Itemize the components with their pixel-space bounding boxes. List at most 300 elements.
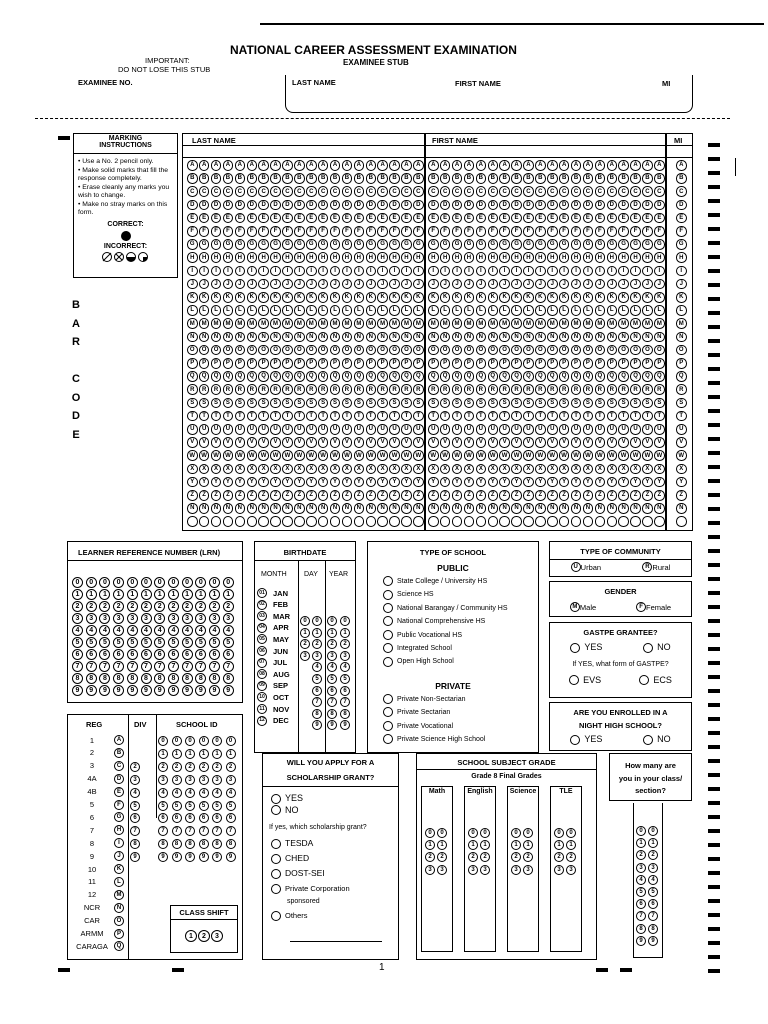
name-letter-bubble[interactable]: T [607, 411, 618, 422]
name-letter-bubble[interactable]: T [401, 411, 412, 422]
school-id-digit-bubble[interactable]: 9 [199, 852, 209, 862]
school-id-digit-bubble[interactable]: 9 [172, 852, 182, 862]
name-letter-bubble[interactable]: J [199, 279, 210, 290]
name-letter-bubble[interactable] [676, 516, 687, 527]
name-letter-bubble[interactable]: X [211, 464, 222, 475]
name-letter-bubble[interactable]: I [211, 266, 222, 277]
lrn-digit-bubble[interactable]: 6 [127, 649, 138, 660]
name-letter-bubble[interactable]: B [618, 173, 629, 184]
name-letter-bubble[interactable]: T [235, 411, 246, 422]
public-school-option[interactable] [383, 588, 538, 601]
name-letter-bubble[interactable]: M [607, 318, 618, 329]
name-letter-bubble[interactable]: W [499, 450, 510, 461]
name-letter-bubble[interactable]: Ñ [330, 503, 341, 514]
name-letter-bubble[interactable]: B [630, 173, 641, 184]
lrn-digit-bubble[interactable]: 2 [168, 601, 179, 612]
name-letter-bubble[interactable]: W [354, 450, 365, 461]
name-letter-bubble[interactable]: E [642, 213, 653, 224]
day-digit-bubble[interactable]: 3 [312, 651, 322, 661]
name-letter-bubble[interactable]: F [476, 226, 487, 237]
lrn-digit-bubble[interactable]: 1 [127, 589, 138, 600]
name-letter-bubble[interactable]: W [595, 450, 606, 461]
name-letter-bubble[interactable]: E [630, 213, 641, 224]
name-letter-bubble[interactable]: U [354, 424, 365, 435]
name-letter-bubble[interactable]: P [342, 358, 353, 369]
name-letter-bubble[interactable]: Ñ [571, 503, 582, 514]
name-letter-bubble[interactable]: H [247, 252, 258, 263]
name-letter-bubble[interactable]: L [318, 305, 329, 316]
region-bubble[interactable]: P [114, 929, 124, 939]
name-letter-bubble[interactable]: K [654, 292, 665, 303]
month-bubble[interactable]: 05 [257, 634, 267, 644]
name-letter-bubble[interactable]: Q [342, 371, 353, 382]
name-letter-bubble[interactable]: S [464, 398, 475, 409]
name-letter-bubble[interactable]: Ñ [235, 503, 246, 514]
name-letter-bubble[interactable]: R [270, 384, 281, 395]
region-bubble[interactable]: M [114, 890, 124, 900]
school-id-digit-bubble[interactable]: 3 [212, 775, 222, 785]
grade-digit-bubble[interactable]: 1 [480, 840, 490, 850]
name-letter-bubble[interactable]: A [306, 160, 317, 171]
name-letter-bubble[interactable]: N [511, 332, 522, 343]
grant-dost-option[interactable]: DOST-SEI [271, 866, 398, 881]
name-letter-bubble[interactable]: K [330, 292, 341, 303]
name-letter-bubble[interactable]: S [559, 398, 570, 409]
name-letter-bubble[interactable]: B [571, 173, 582, 184]
name-letter-bubble[interactable]: H [282, 252, 293, 263]
lrn-digit-bubble[interactable]: 7 [195, 661, 206, 672]
community-panel[interactable] [549, 541, 692, 577]
private-school-option[interactable] [383, 720, 538, 733]
name-letter-bubble[interactable] [330, 516, 341, 527]
school-id-digit-bubble[interactable]: 0 [226, 736, 236, 746]
lrn-digit-bubble[interactable]: 6 [141, 649, 152, 660]
name-letter-bubble[interactable]: P [413, 358, 424, 369]
name-letter-bubble[interactable]: T [511, 411, 522, 422]
name-letter-bubble[interactable]: I [428, 266, 439, 277]
name-letter-bubble[interactable]: N [223, 332, 234, 343]
name-letter-bubble[interactable]: P [595, 358, 606, 369]
name-letter-bubble[interactable]: Z [258, 490, 269, 501]
name-letter-bubble[interactable]: Y [464, 477, 475, 488]
name-letter-bubble[interactable]: V [211, 437, 222, 448]
name-letter-bubble[interactable]: F [247, 226, 258, 237]
name-letter-bubble[interactable]: B [366, 173, 377, 184]
name-letter-bubble[interactable]: C [223, 186, 234, 197]
name-letter-bubble[interactable]: G [199, 239, 210, 250]
name-letter-bubble[interactable] [377, 516, 388, 527]
grant-private-corp-option[interactable]: Private Corporation [271, 881, 398, 896]
school-id-digit-bubble[interactable]: 8 [172, 839, 182, 849]
name-letter-bubble[interactable]: Y [630, 477, 641, 488]
name-letter-bubble[interactable]: T [211, 411, 222, 422]
name-letter-bubble[interactable]: Ñ [413, 503, 424, 514]
school-id-digit-bubble[interactable]: 7 [212, 826, 222, 836]
lrn-digit-bubble[interactable]: 9 [223, 685, 234, 696]
name-letter-bubble[interactable]: A [618, 160, 629, 171]
name-letter-bubble[interactable]: M [559, 318, 570, 329]
school-id-digit-bubble[interactable]: 5 [185, 801, 195, 811]
name-letter-bubble[interactable]: O [389, 345, 400, 356]
name-letter-bubble[interactable]: N [413, 332, 424, 343]
lrn-digit-bubble[interactable]: 0 [195, 577, 206, 588]
name-letter-bubble[interactable]: A [247, 160, 258, 171]
name-letter-bubble[interactable]: Z [642, 490, 653, 501]
name-letter-bubble[interactable]: Q [630, 371, 641, 382]
school-id-digit-bubble[interactable]: 8 [199, 839, 209, 849]
name-letter-bubble[interactable]: C [247, 186, 258, 197]
lrn-digit-bubble[interactable]: 8 [141, 673, 152, 684]
name-letter-bubble[interactable]: Y [389, 477, 400, 488]
div-digit-bubble[interactable]: 5 [130, 801, 140, 811]
name-letter-bubble[interactable]: I [389, 266, 400, 277]
lrn-digit-bubble[interactable]: 5 [209, 637, 220, 648]
name-letter-bubble[interactable]: L [676, 305, 687, 316]
name-letter-bubble[interactable]: G [607, 239, 618, 250]
name-letter-bubble[interactable]: G [401, 239, 412, 250]
lrn-digit-bubble[interactable]: 7 [154, 661, 165, 672]
name-letter-bubble[interactable]: K [223, 292, 234, 303]
name-letter-bubble[interactable]: A [318, 160, 329, 171]
school-id-digit-bubble[interactable]: 7 [172, 826, 182, 836]
name-letter-bubble[interactable]: B [535, 173, 546, 184]
lrn-digit-bubble[interactable]: 8 [182, 673, 193, 684]
name-letter-bubble[interactable]: P [389, 358, 400, 369]
name-letter-bubble[interactable]: I [464, 266, 475, 277]
name-letter-bubble[interactable]: W [676, 450, 687, 461]
name-letter-bubble[interactable]: M [306, 318, 317, 329]
name-letter-bubble[interactable]: V [583, 437, 594, 448]
name-letter-bubble[interactable]: M [413, 318, 424, 329]
name-letter-bubble[interactable]: H [187, 252, 198, 263]
name-letter-bubble[interactable]: L [607, 305, 618, 316]
name-letter-bubble[interactable]: X [488, 464, 499, 475]
name-letter-bubble[interactable]: Q [571, 371, 582, 382]
name-letter-bubble[interactable]: S [270, 398, 281, 409]
name-letter-bubble[interactable]: G [499, 239, 510, 250]
lrn-digit-bubble[interactable]: 5 [182, 637, 193, 648]
name-letter-bubble[interactable]: O [559, 345, 570, 356]
name-letter-bubble[interactable]: K [476, 292, 487, 303]
lrn-digit-bubble[interactable]: 9 [154, 685, 165, 696]
name-letter-bubble[interactable]: O [211, 345, 222, 356]
name-letter-bubble[interactable]: L [464, 305, 475, 316]
name-letter-bubble[interactable]: E [618, 213, 629, 224]
name-letter-bubble[interactable]: M [535, 318, 546, 329]
lrn-digit-bubble[interactable]: 0 [141, 577, 152, 588]
name-letter-bubble[interactable]: M [199, 318, 210, 329]
name-letter-bubble[interactable]: A [452, 160, 463, 171]
name-letter-bubble[interactable]: R [583, 384, 594, 395]
radio-icon[interactable] [383, 616, 393, 626]
name-letter-bubble[interactable]: S [330, 398, 341, 409]
name-letter-bubble[interactable]: X [199, 464, 210, 475]
name-letter-bubble[interactable]: A [630, 160, 641, 171]
name-letter-bubble[interactable]: T [464, 411, 475, 422]
name-letter-bubble[interactable]: O [464, 345, 475, 356]
name-letter-bubble[interactable]: C [306, 186, 317, 197]
name-letter-bubble[interactable]: B [476, 173, 487, 184]
name-letter-bubble[interactable]: V [618, 437, 629, 448]
name-letter-bubble[interactable]: U [199, 424, 210, 435]
name-letter-bubble[interactable]: F [618, 226, 629, 237]
lrn-digit-bubble[interactable]: 1 [113, 589, 124, 600]
class-shift-bubble[interactable]: 3 [211, 930, 223, 942]
name-letter-bubble[interactable]: F [270, 226, 281, 237]
school-id-digit-bubble[interactable]: 9 [226, 852, 236, 862]
name-letter-bubble[interactable]: B [607, 173, 618, 184]
name-letter-bubble[interactable]: Ñ [366, 503, 377, 514]
name-letter-bubble[interactable]: T [571, 411, 582, 422]
name-letter-bubble[interactable]: R [642, 384, 653, 395]
school-id-digit-bubble[interactable]: 4 [226, 788, 236, 798]
name-letter-bubble[interactable]: X [247, 464, 258, 475]
name-letter-bubble[interactable]: H [306, 252, 317, 263]
name-letter-bubble[interactable]: X [235, 464, 246, 475]
name-letter-bubble[interactable]: X [342, 464, 353, 475]
name-letter-bubble[interactable]: C [342, 186, 353, 197]
school-id-digit-bubble[interactable]: 0 [172, 736, 182, 746]
radio-icon[interactable] [383, 576, 393, 586]
name-letter-bubble[interactable]: G [452, 239, 463, 250]
name-letter-bubble[interactable]: O [440, 345, 451, 356]
name-letter-bubble[interactable]: A [330, 160, 341, 171]
name-letter-bubble[interactable]: W [464, 450, 475, 461]
name-letter-bubble[interactable]: U [377, 424, 388, 435]
month-option[interactable] [257, 600, 288, 610]
grade-digit-bubble[interactable]: 1 [437, 840, 447, 850]
name-letter-bubble[interactable]: C [464, 186, 475, 197]
name-letter-bubble[interactable]: K [342, 292, 353, 303]
region-option[interactable] [70, 761, 124, 771]
name-letter-bubble[interactable]: Z [223, 490, 234, 501]
name-letter-bubble[interactable]: J [571, 279, 582, 290]
name-letter-bubble[interactable]: Ñ [306, 503, 317, 514]
name-letter-bubble[interactable]: K [282, 292, 293, 303]
month-option[interactable] [257, 646, 288, 656]
name-letter-bubble[interactable]: A [211, 160, 222, 171]
lrn-digit-bubble[interactable]: 0 [223, 577, 234, 588]
name-letter-bubble[interactable]: U [535, 424, 546, 435]
name-letter-bubble[interactable]: X [476, 464, 487, 475]
name-letter-bubble[interactable]: X [401, 464, 412, 475]
name-letter-bubble[interactable]: E [654, 213, 665, 224]
lrn-digit-bubble[interactable]: 7 [223, 661, 234, 672]
name-letter-bubble[interactable]: H [511, 252, 522, 263]
name-letter-bubble[interactable]: K [428, 292, 439, 303]
name-letter-bubble[interactable]: U [282, 424, 293, 435]
lrn-digit-bubble[interactable]: 7 [182, 661, 193, 672]
name-letter-bubble[interactable]: E [235, 213, 246, 224]
name-letter-bubble[interactable]: T [199, 411, 210, 422]
grade-digit-bubble[interactable]: 2 [480, 852, 490, 862]
name-letter-bubble[interactable]: F [354, 226, 365, 237]
name-letter-bubble[interactable]: V [440, 437, 451, 448]
name-letter-bubble[interactable]: R [235, 384, 246, 395]
name-letter-bubble[interactable]: X [464, 464, 475, 475]
name-letter-bubble[interactable]: Z [342, 490, 353, 501]
name-letter-bubble[interactable]: Y [247, 477, 258, 488]
name-letter-bubble[interactable]: F [199, 226, 210, 237]
name-letter-bubble[interactable]: K [607, 292, 618, 303]
name-letter-bubble[interactable]: A [294, 160, 305, 171]
region-option[interactable] [70, 941, 124, 951]
lrn-digit-bubble[interactable]: 3 [86, 613, 97, 624]
name-letter-bubble[interactable]: E [330, 213, 341, 224]
name-letter-bubble[interactable]: Y [377, 477, 388, 488]
public-school-option[interactable] [383, 602, 538, 615]
school-id-digit-bubble[interactable]: 4 [172, 788, 182, 798]
name-letter-bubble[interactable]: R [330, 384, 341, 395]
name-letter-bubble[interactable]: Ñ [583, 503, 594, 514]
div-digit-bubble[interactable]: 8 [130, 839, 140, 849]
name-letter-bubble[interactable]: O [676, 345, 687, 356]
lrn-digit-bubble[interactable]: 9 [141, 685, 152, 696]
name-letter-bubble[interactable]: Q [318, 371, 329, 382]
name-letter-bubble[interactable]: J [440, 279, 451, 290]
lrn-digit-bubble[interactable]: 5 [168, 637, 179, 648]
lrn-digit-bubble[interactable]: 4 [72, 625, 83, 636]
name-letter-bubble[interactable]: W [476, 450, 487, 461]
lrn-digit-bubble[interactable]: 0 [113, 577, 124, 588]
name-letter-bubble[interactable]: I [559, 266, 570, 277]
name-letter-bubble[interactable]: D [464, 200, 475, 211]
lrn-digit-bubble[interactable]: 5 [99, 637, 110, 648]
name-letter-bubble[interactable]: I [630, 266, 641, 277]
region-bubble[interactable]: C [114, 761, 124, 771]
name-letter-bubble[interactable]: L [595, 305, 606, 316]
grade-digit-bubble[interactable]: 3 [437, 865, 447, 875]
name-letter-bubble[interactable]: M [330, 318, 341, 329]
name-letter-bubble[interactable]: Z [488, 490, 499, 501]
name-letter-bubble[interactable]: I [282, 266, 293, 277]
name-letter-bubble[interactable]: G [270, 239, 281, 250]
name-letter-bubble[interactable]: G [306, 239, 317, 250]
name-letter-bubble[interactable]: Z [199, 490, 210, 501]
region-bubble[interactable]: B [114, 748, 124, 758]
name-letter-bubble[interactable]: Q [523, 371, 534, 382]
name-letter-bubble[interactable]: S [366, 398, 377, 409]
div-digit-bubble[interactable]: 7 [130, 826, 140, 836]
name-letter-bubble[interactable]: J [306, 279, 317, 290]
name-letter-bubble[interactable]: W [330, 450, 341, 461]
name-letter-bubble[interactable]: L [511, 305, 522, 316]
lrn-digit-bubble[interactable]: 2 [127, 601, 138, 612]
name-letter-bubble[interactable]: Ñ [499, 503, 510, 514]
name-letter-bubble[interactable]: L [654, 305, 665, 316]
name-letter-bubble[interactable]: Z [654, 490, 665, 501]
lrn-digit-bubble[interactable]: 5 [113, 637, 124, 648]
name-letter-bubble[interactable]: U [413, 424, 424, 435]
name-letter-bubble[interactable]: C [211, 186, 222, 197]
name-letter-bubble[interactable]: Q [535, 371, 546, 382]
name-letter-bubble[interactable]: R [377, 384, 388, 395]
name-letter-bubble[interactable]: N [389, 332, 400, 343]
month-bubble[interactable]: 01 [257, 588, 267, 598]
name-letter-bubble[interactable]: L [488, 305, 499, 316]
name-letter-bubble[interactable]: X [187, 464, 198, 475]
school-id-digit-bubble[interactable]: 9 [185, 852, 195, 862]
name-letter-bubble[interactable]: L [413, 305, 424, 316]
name-letter-bubble[interactable]: U [488, 424, 499, 435]
name-letter-bubble[interactable]: Ñ [258, 503, 269, 514]
name-letter-bubble[interactable]: J [235, 279, 246, 290]
name-letter-bubble[interactable]: T [630, 411, 641, 422]
lrn-digit-bubble[interactable]: 2 [154, 601, 165, 612]
name-letter-bubble[interactable]: W [401, 450, 412, 461]
name-letter-bubble[interactable]: M [571, 318, 582, 329]
year-digit-bubble[interactable]: 9 [327, 720, 337, 730]
name-letter-bubble[interactable]: K [452, 292, 463, 303]
name-letter-bubble[interactable]: I [354, 266, 365, 277]
name-letter-bubble[interactable]: Ñ [401, 503, 412, 514]
name-letter-bubble[interactable]: O [342, 345, 353, 356]
lrn-digit-bubble[interactable]: 9 [86, 685, 97, 696]
name-letter-bubble[interactable]: F [342, 226, 353, 237]
class-size-digit-bubble[interactable]: 9 [636, 936, 646, 946]
grant-others-option[interactable]: Others [271, 908, 398, 923]
public-school-option[interactable] [383, 629, 538, 642]
name-letter-bubble[interactable]: P [223, 358, 234, 369]
name-letter-bubble[interactable]: I [306, 266, 317, 277]
name-letter-bubble[interactable]: X [618, 464, 629, 475]
lrn-digit-bubble[interactable]: 4 [209, 625, 220, 636]
name-letter-bubble[interactable]: J [258, 279, 269, 290]
name-letter-bubble[interactable]: D [488, 200, 499, 211]
name-letter-bubble[interactable]: K [676, 292, 687, 303]
name-letter-bubble[interactable]: X [630, 464, 641, 475]
name-letter-bubble[interactable]: I [571, 266, 582, 277]
name-letter-bubble[interactable]: R [630, 384, 641, 395]
name-letter-bubble[interactable]: Z [294, 490, 305, 501]
name-letter-bubble[interactable]: H [330, 252, 341, 263]
name-letter-bubble[interactable]: J [342, 279, 353, 290]
day-digit-bubble[interactable]: 7 [312, 697, 322, 707]
name-letter-bubble[interactable]: L [499, 305, 510, 316]
school-id-digit-bubble[interactable]: 7 [185, 826, 195, 836]
name-letter-bubble[interactable]: F [401, 226, 412, 237]
name-letter-bubble[interactable]: E [306, 213, 317, 224]
name-letter-bubble[interactable]: F [211, 226, 222, 237]
others-write-line[interactable] [290, 941, 382, 942]
lrn-digit-bubble[interactable]: 9 [127, 685, 138, 696]
name-letter-bubble[interactable]: Q [354, 371, 365, 382]
name-letter-bubble[interactable]: V [270, 437, 281, 448]
name-letter-bubble[interactable]: T [440, 411, 451, 422]
name-letter-bubble[interactable]: F [630, 226, 641, 237]
name-letter-bubble[interactable]: B [523, 173, 534, 184]
name-letter-bubble[interactable]: L [401, 305, 412, 316]
grade-digit-bubble[interactable]: 3 [480, 865, 490, 875]
name-letter-bubble[interactable]: T [618, 411, 629, 422]
name-letter-bubble[interactable]: A [223, 160, 234, 171]
name-letter-bubble[interactable]: M [354, 318, 365, 329]
name-letter-bubble[interactable]: Z [354, 490, 365, 501]
grade-digit-bubble[interactable]: 1 [511, 840, 521, 850]
name-letter-bubble[interactable]: J [595, 279, 606, 290]
name-letter-bubble[interactable]: W [452, 450, 463, 461]
name-letter-bubble[interactable]: R [523, 384, 534, 395]
lrn-digit-bubble[interactable]: 6 [209, 649, 220, 660]
year-digit-bubble[interactable]: 3 [340, 651, 350, 661]
lrn-digit-bubble[interactable]: 2 [195, 601, 206, 612]
name-letter-bubble[interactable]: K [199, 292, 210, 303]
name-letter-bubble[interactable]: O [294, 345, 305, 356]
name-letter-bubble[interactable]: Y [607, 477, 618, 488]
name-letter-bubble[interactable]: Ñ [464, 503, 475, 514]
name-letter-bubble[interactable] [499, 516, 510, 527]
name-letter-bubble[interactable]: Y [452, 477, 463, 488]
